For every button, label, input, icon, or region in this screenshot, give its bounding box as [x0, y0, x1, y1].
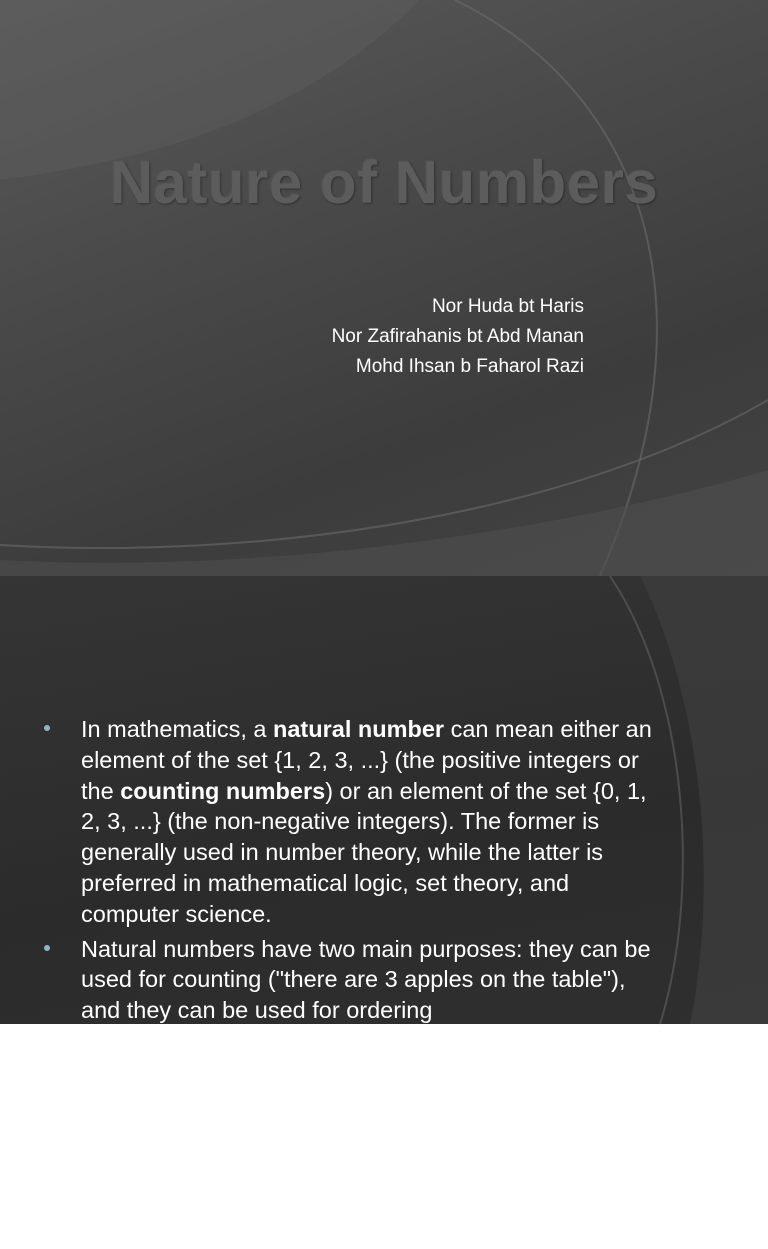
- slide-decoration-arcs: [0, 0, 768, 576]
- bullet-item: [44, 934, 664, 1026]
- bullet-dot-icon: [44, 725, 50, 731]
- decor-arc-large: [455, 0, 657, 576]
- bullet-dot-icon: [44, 945, 50, 951]
- title-slide: [0, 0, 768, 576]
- decor-band: [0, 470, 768, 576]
- bullet-text: ) or an element of the set {0, 1, 2, 3, ...} (the non-negative integers). The former is generally used in number theory, while the latter is preferred in mathematical logic, set theory, and computer science.: [81, 777, 647, 927]
- author-name: Nor Huda bt Haris: [431, 296, 584, 317]
- bullet-text: In mathematics, a: [81, 716, 273, 742]
- bullet-item: [44, 714, 664, 930]
- bold-term: counting numbers: [120, 777, 326, 804]
- bullet-text: Natural numbers have two main purposes: they can be used for counting ("there are 3 apples on the table"), and they can be used for ordering: [81, 935, 651, 1024]
- author-name: Nor Zafirahanis bt Abd Manan: [331, 326, 584, 347]
- bullet-text: can mean either an element of the set {1, 2, 3, ...} (the positive integers or the: [81, 716, 652, 804]
- bold-term: natural number: [273, 716, 445, 742]
- author-list: [332, 292, 584, 382]
- bullet-list: [44, 714, 664, 1030]
- slide-title: Nature of Numbers: [109, 149, 659, 216]
- slide-heading: Natural Numbers: [197, 1199, 503, 1248]
- author-name: Mohd Ihsan b Faharol Razi: [355, 356, 584, 377]
